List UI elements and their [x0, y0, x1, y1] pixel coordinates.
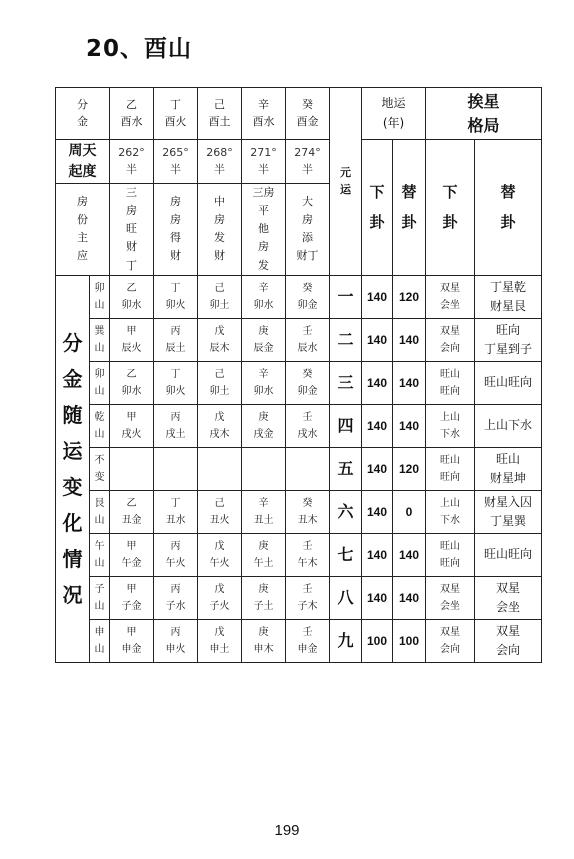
- fenjin-header: 分 金: [56, 88, 110, 140]
- diyun-xia-header: 下 卦: [362, 140, 393, 276]
- diyun-xia-cell: 140: [362, 318, 393, 361]
- table-row: [56, 404, 542, 447]
- fenjin-cell: [286, 447, 330, 490]
- xia-gua-cell: 双星 会向: [426, 619, 475, 662]
- table-row: [56, 361, 542, 404]
- shan-cell: 卯 山: [90, 361, 110, 404]
- fenjin-cell: 丙 子水: [154, 576, 198, 619]
- column-header: 癸 酉金: [286, 88, 330, 140]
- shan-cell: 卯 山: [90, 275, 110, 318]
- fangfen-cell: 大 房 添 财丁: [286, 184, 330, 276]
- fenjin-cell: 丙 申火: [154, 619, 198, 662]
- fenjin-cell: 壬 戌水: [286, 404, 330, 447]
- fangfen-cell: 房 房 得 财: [154, 184, 198, 276]
- degree-cell: 265° 半: [154, 140, 198, 184]
- table-row: [56, 490, 542, 533]
- fenjin-cell: 庚 申木: [242, 619, 286, 662]
- ti-gua-cell: 双星 会向: [475, 619, 542, 662]
- diyun-ti-cell: 140: [393, 533, 426, 576]
- yun-cell: 三: [330, 361, 362, 404]
- table-row: [56, 447, 542, 490]
- huanxing-header: 挨星 格局: [426, 88, 542, 140]
- fenjin-cell: 丁 丑水: [154, 490, 198, 533]
- huanxing-xia-header: 下 卦: [426, 140, 475, 276]
- yuanyun-header: 元 运: [330, 88, 362, 276]
- fenjin-cell: 甲 戌火: [110, 404, 154, 447]
- column-header: 丁 酉火: [154, 88, 198, 140]
- fenjin-cell: 甲 申金: [110, 619, 154, 662]
- fenjin-cell: 庚 辰金: [242, 318, 286, 361]
- ti-gua-cell: 旺向 丁星到子: [475, 318, 542, 361]
- fenjin-cell: 丙 戌土: [154, 404, 198, 447]
- diyun-ti-cell: 140: [393, 576, 426, 619]
- fenjin-cell: 甲 辰火: [110, 318, 154, 361]
- table-row: [56, 533, 542, 576]
- xia-gua-cell: 双星 会坐: [426, 275, 475, 318]
- diyun-xia-cell: 140: [362, 404, 393, 447]
- shan-cell: 艮 山: [90, 490, 110, 533]
- fenjin-cell: 丙 午火: [154, 533, 198, 576]
- fenjin-cell: 戊 申土: [198, 619, 242, 662]
- diyun-ti-cell: 0: [393, 490, 426, 533]
- diyun-xia-cell: 140: [362, 275, 393, 318]
- diyun-ti-cell: 100: [393, 619, 426, 662]
- xia-gua-cell: 上山 下水: [426, 404, 475, 447]
- degree-cell: 274° 半: [286, 140, 330, 184]
- column-header: 乙 酉水: [110, 88, 154, 140]
- fenjin-cell: 癸 卯金: [286, 275, 330, 318]
- shan-cell: 子 山: [90, 576, 110, 619]
- fenjin-cell: 庚 子土: [242, 576, 286, 619]
- fenjin-cell: [198, 447, 242, 490]
- fenjin-cell: [110, 447, 154, 490]
- fenjin-cell: 壬 申金: [286, 619, 330, 662]
- fenjin-cell: 己 卯土: [198, 361, 242, 404]
- fenjin-cell: 庚 午土: [242, 533, 286, 576]
- fangfen-cell: 中 房 发 财: [198, 184, 242, 276]
- xia-gua-cell: 旺山 旺向: [426, 533, 475, 576]
- diyun-ti-cell: 140: [393, 318, 426, 361]
- fenjin-cell: 丁 卯火: [154, 361, 198, 404]
- fenjin-table: [55, 87, 542, 663]
- xia-gua-cell: 双星 会坐: [426, 576, 475, 619]
- fenjin-cell: 己 卯土: [198, 275, 242, 318]
- header-row-zhoutian: [56, 140, 542, 184]
- ti-gua-cell: 财星入囚 丁星巽: [475, 490, 542, 533]
- fenjin-cell: 壬 午木: [286, 533, 330, 576]
- diyun-xia-cell: 140: [362, 361, 393, 404]
- fenjin-cell: 丁 卯火: [154, 275, 198, 318]
- ti-gua-cell: 上山下水: [475, 404, 542, 447]
- fenjin-cell: 乙 卯水: [110, 361, 154, 404]
- xia-gua-cell: 上山 下水: [426, 490, 475, 533]
- header-row-fenjin: [56, 88, 542, 140]
- fangfen-header: 房 份 主 应: [56, 184, 110, 276]
- degree-cell: 271° 半: [242, 140, 286, 184]
- fenjin-cell: 癸 丑木: [286, 490, 330, 533]
- zhoutian-header: 周天 起度: [56, 140, 110, 184]
- degree-cell: 262° 半: [110, 140, 154, 184]
- xia-gua-cell: 旺山 旺向: [426, 361, 475, 404]
- yun-cell: 一: [330, 275, 362, 318]
- fenjin-cell: 戊 午火: [198, 533, 242, 576]
- ti-gua-cell: 旺山 财星坤: [475, 447, 542, 490]
- fenjin-cell: 辛 丑土: [242, 490, 286, 533]
- shan-cell: 巽 山: [90, 318, 110, 361]
- page-number: 199: [274, 822, 300, 839]
- degree-cell: 268° 半: [198, 140, 242, 184]
- yun-cell: 四: [330, 404, 362, 447]
- yun-cell: 二: [330, 318, 362, 361]
- diyun-header: 地运 (年): [362, 88, 426, 140]
- diyun-ti-cell: 120: [393, 275, 426, 318]
- diyun-ti-cell: 120: [393, 447, 426, 490]
- xia-gua-cell: 双星 会向: [426, 318, 475, 361]
- fenjin-cell: 戊 子火: [198, 576, 242, 619]
- page-title: 20、酉山: [86, 36, 193, 62]
- table-row: [56, 619, 542, 662]
- fenjin-cell: 壬 辰水: [286, 318, 330, 361]
- table-row: [56, 275, 542, 318]
- diyun-xia-cell: 140: [362, 576, 393, 619]
- shan-cell: 申 山: [90, 619, 110, 662]
- fangfen-cell: 三 房 旺 财 丁: [110, 184, 154, 276]
- yun-cell: 八: [330, 576, 362, 619]
- shan-cell: 不 变: [90, 447, 110, 490]
- fenjin-cell: 己 丑火: [198, 490, 242, 533]
- diyun-ti-cell: 140: [393, 361, 426, 404]
- fenjin-cell: 乙 丑金: [110, 490, 154, 533]
- fenjin-cell: 丙 辰土: [154, 318, 198, 361]
- column-header: 辛 酉水: [242, 88, 286, 140]
- huanxing-ti-header: 替 卦: [475, 140, 542, 276]
- fangfen-cell: 三房 平 他 房 发: [242, 184, 286, 276]
- fenjin-cell: 乙 卯水: [110, 275, 154, 318]
- yun-cell: 六: [330, 490, 362, 533]
- side-label: 分 金 随 运 变 化 情 况: [56, 275, 90, 662]
- column-header: 己 酉土: [198, 88, 242, 140]
- diyun-xia-cell: 100: [362, 619, 393, 662]
- shan-cell: 乾 山: [90, 404, 110, 447]
- fenjin-cell: 甲 午金: [110, 533, 154, 576]
- shan-cell: 午 山: [90, 533, 110, 576]
- yun-cell: 五: [330, 447, 362, 490]
- table-row: [56, 318, 542, 361]
- fenjin-cell: 壬 子木: [286, 576, 330, 619]
- fenjin-cell: 辛 卯水: [242, 361, 286, 404]
- diyun-xia-cell: 140: [362, 533, 393, 576]
- ti-gua-cell: 旺山旺向: [475, 361, 542, 404]
- table-row: [56, 576, 542, 619]
- ti-gua-cell: 双星 会坐: [475, 576, 542, 619]
- ti-gua-cell: 丁星乾 财星艮: [475, 275, 542, 318]
- fenjin-cell: 戊 辰木: [198, 318, 242, 361]
- fenjin-cell: 辛 卯水: [242, 275, 286, 318]
- fenjin-cell: 戊 戌木: [198, 404, 242, 447]
- yun-cell: 七: [330, 533, 362, 576]
- fenjin-cell: [242, 447, 286, 490]
- diyun-xia-cell: 140: [362, 447, 393, 490]
- diyun-xia-cell: 140: [362, 490, 393, 533]
- fenjin-cell: 甲 子金: [110, 576, 154, 619]
- yun-cell: 九: [330, 619, 362, 662]
- fenjin-cell: 癸 卯金: [286, 361, 330, 404]
- fenjin-cell: 庚 戌金: [242, 404, 286, 447]
- ti-gua-cell: 旺山旺向: [475, 533, 542, 576]
- xia-gua-cell: 旺山 旺向: [426, 447, 475, 490]
- diyun-ti-cell: 140: [393, 404, 426, 447]
- fenjin-cell: [154, 447, 198, 490]
- diyun-ti-header: 替 卦: [393, 140, 426, 276]
